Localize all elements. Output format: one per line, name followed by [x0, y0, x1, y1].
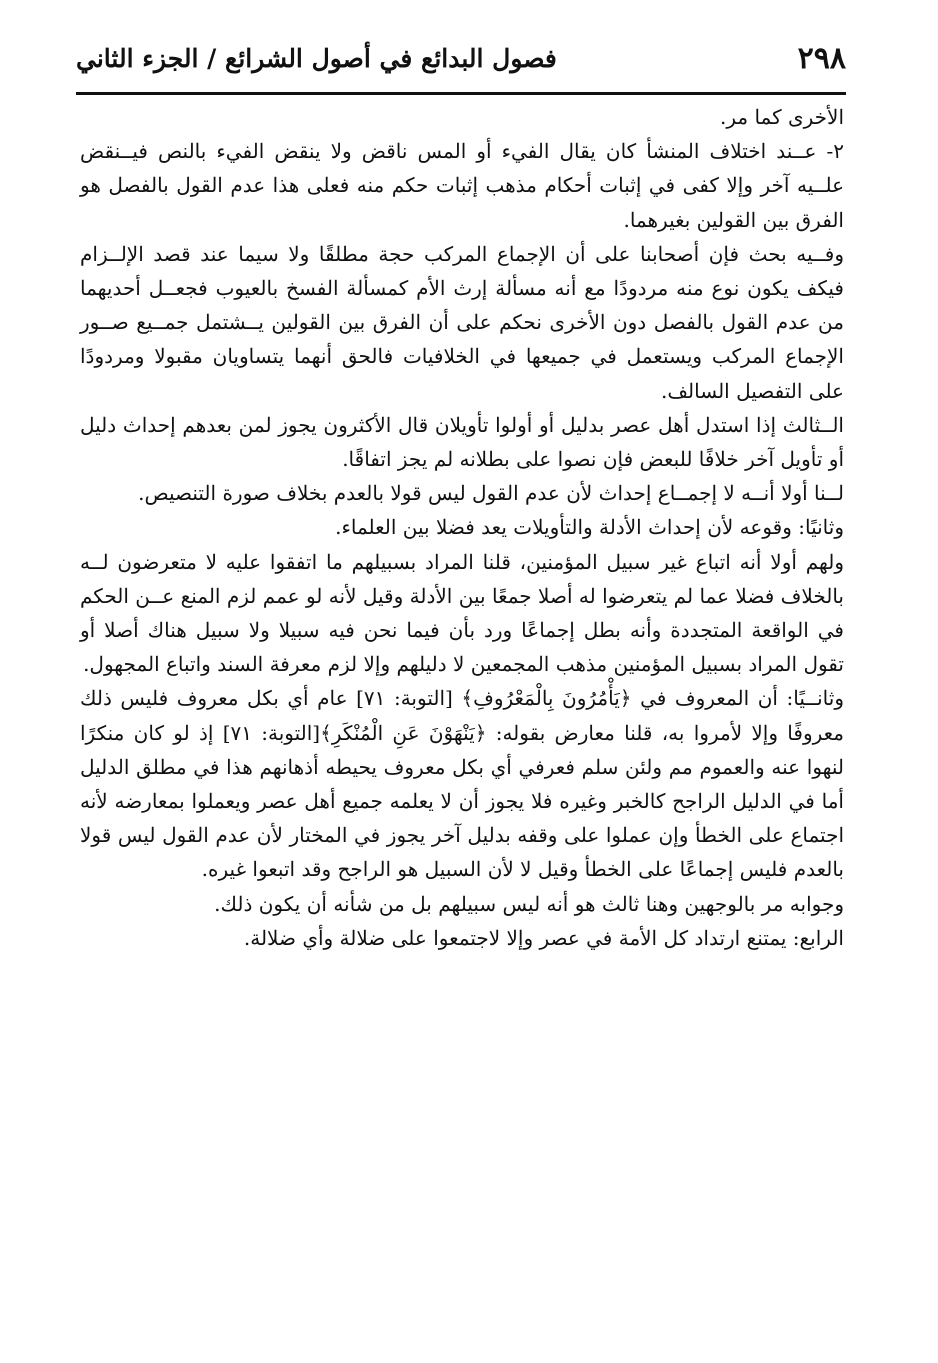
paragraph-1: الأخرى كما مر. — [719, 105, 844, 129]
page-number: ٢٩٨ — [797, 41, 846, 76]
running-title: فصول البدائع في أصول الشرائع / الجزء الثاني — [76, 44, 557, 73]
paragraph-2: ٢- عــند اختلاف المنشأ كان يقال الفيء أو المس ناقض ولا ينقض الفيء بالنص فيــنقض علــيه آخر وإلا كفى في إثبات أحكام مذهب إثبات حكم منه فعلى هذا عدم القول بالفصل هو الفرق بين القولين بغيرهما. — [80, 139, 844, 232]
body-text — [80, 100, 844, 955]
paragraph-5: لــنا أولا أنــه لا إجمــاع إحداث لأن عدم القول ليس قولا بالعدم بخلاف صورة التنصيص. — [138, 481, 844, 506]
header-divider — [76, 92, 846, 95]
paragraph-10: الرابع: يمتنع ارتداد كل الأمة في عصر وإلا لاجتمعوا على ضلالة وأي ضلالة. — [243, 925, 844, 950]
paragraph-6: وثانيًا: وقوعه لأن إحداث الأدلة والتأويلات يعد فضلا بين العلماء. — [335, 515, 844, 540]
paragraph-7: ولهم أولا أنه اتباع غير سبيل المؤمنين، قلنا المراد بسبيلهم ما اتفقوا عليه لا متعرضون لــه بالخلاف فضلا عما لم يتعرضوا له أصلا جمعًا بين الأدلة وقيل لأنه لو عمم لزم المنع عــن الحكم في الواقعة المتجددة وأنه بطل إجماعًا ورد بأن فيما نحن فيه سبيلا ولا سبيل هناك أصلا أو تقول المراد بسبيل المؤمنين مذهب المجمعين لا دليلهم وإلا لزم معرفة السند واتباع المجهول. — [80, 549, 844, 677]
paragraph-8: وثانــيًا: أن المعروف في ﴿يَأْمُرُونَ بِالْمَعْرُوفِ﴾ [التوبة: ٧١] عام أي بكل معروف فليس ذلك معروفًا وإلا لأمروا به، قلنا معارض بقوله: ﴿يَنْهَوْنَ عَنِ الْمُنْكَرِ﴾[التوبة: ٧١] إذ لو كان منكرًا لنهوا عنه والعموم مم ولئن سلم فعرفي أي بكل معروف يحيطه أذهانهم هذا في مطلق الدليل أما في الدليل الراجح كالخبر وغيره فلا يجوز أن لا يعلمه جميع أهل عصر ويعملوا بمعارضه لأنه اجتماع على الخطأ وإن عملوا على وقفه بدليل آخر يجوز في المختار لأن عدم القول ليس قولا بالعدم فليس إجماعًا على الخطأ وقيل لا لأن السبيل هو الراجح وقد اتبعوا غيره. — [80, 686, 845, 882]
paragraph-3: وفــيه بحث فإن أصحابنا على أن الإجماع المركب حجة مطلقًا ولا سيما عند قصد الإلــزام فيكف يكون نوع منه مردودًا مع أنه مسألة إرث الأم كمسألة الفسخ بالعيوب فجعــل أحديهما من عدم القول بالفصل دون الأخرى نحكم على أن الفرق بين القولين يــشتمل جمــيع صــور الإجماع المركب ويستعمل في جميعها في الخلافيات فالحق أنهما يتساويان مقبولا ومردودًا على التفصيل السالف. — [80, 241, 844, 403]
paragraph-4: الــثالث إذا استدل أهل عصر بدليل أو أولوا تأويلان قال الأكثرون يجوز لمن بعدهم إحداث دليل أو تأويل آخر خلافًا للبعض فإن نصوا على بطلانه لم يجز اتفاقًا. — [80, 412, 844, 472]
page-header — [76, 34, 846, 84]
paragraph-9: وجوابه مر بالوجهين وهنا ثالث هو أنه ليس سبيلهم بل من شأنه أن يكون ذلك. — [214, 891, 844, 916]
